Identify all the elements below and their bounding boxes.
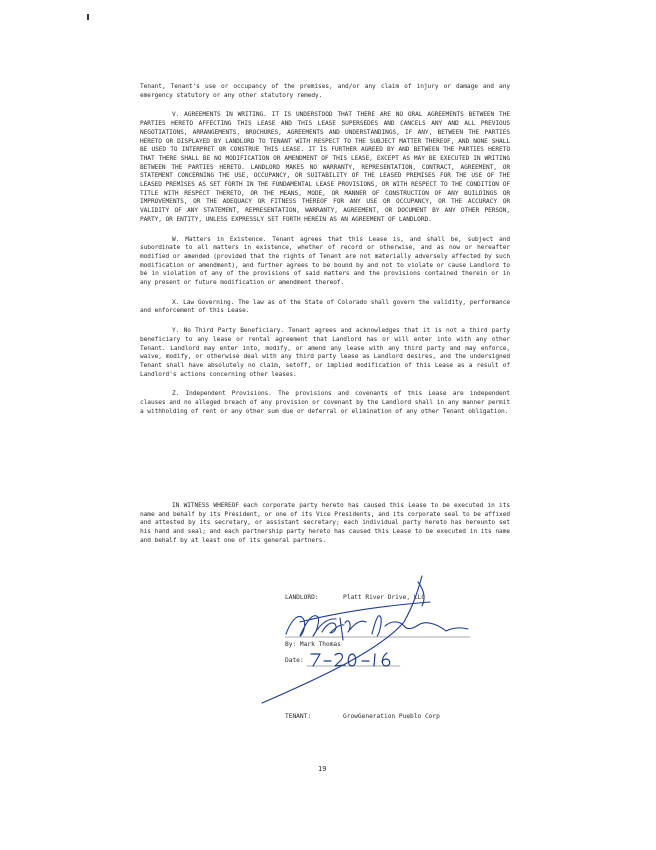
- paragraph-w-matters-in-existence: W. Matters in Existence. Tenant agrees that this Lease is, and shall be, subject and subordinate to all matters in existence, whether of record or otherwise, and as now or hereafter modified or amended (provided that the rights of Tenant are not materially adversely affected by such modification or amendment), and further agrees to be bound by and not to violate or cause Landlord to be in violation of any of the provisions of said matters and the provisions contained therein or in any present or future modification or amendment thereof.: [140, 235, 510, 287]
- landlord-name: Platt River Drive, LLC: [343, 594, 425, 601]
- landlord-date-label: Date:: [285, 657, 304, 664]
- paragraph-v-agreements-in-writing: V. AGREEMENTS IN WRITING. IT IS UNDERSTOOD THAT THERE ARE NO ORAL AGREEMENTS BETWEEN THE PARTIES HERETO AFFECTING THIS LEASE AND THIS LEASE SUPERSEDES AND CANCELS ANY AND ALL PREVIOUS NEGOTIATIONS, ARRANGEMENTS, BROCHURES, AGREEMENTS AND UNDERSTANDINGS, IF ANY, BETWEEN THE PARTIES HERETO OR DISPLAYED BY LANDLORD TO TENANT WITH RESPECT TO THE SUBJECT MATTER THEREOF, AND NONE SHALL BE USED TO INTERPRET OR CONSTRUE THIS LEASE. IT IS FURTHER AGREED BY AND BETWEEN THE PARTIES HERETO THAT THERE SHALL BE NO MODIFICATION OR AMENDMENT OF THIS LEASE, EXCEPT AS MAY BE EXECUTED IN WRITING BETWEEN THE PARTIES HERETO. LANDLORD MAKES NO WARRANTY, REPRESENTATION, CONTRACT, AGREEMENT, OR STATEMENT CONCERNING THE USE, OCCUPANCY, OR SUITABILITY OF THE LEASED PREMISES FOR THE USE OF THE LEASED PREMISES AS SET FORTH IN THE FUNDAMENTAL LEASE PROVISIONS, OR WITH RESPECT TO THE CONDITION OF TITLE WITH RESPECT THERETO, OR THE MEANS, MODE, OR MANNER OF CONSTRUCTION OF ANY BUILDINGS OR IMPROVEMENTS, OR THE ADEQUACY OR FITNESS THEREOF FOR ANY USE OR OCCUPANCY, OR THE ACCURACY OR VALIDITY OF ANY STATEMENT, REPRESENTATION, WARRANTY, AGREEMENT, OR DOCUMENT BY ANY OTHER PERSON, PARTY, OR ENTITY, UNLESS EXPRESSLY SET FORTH HEREIN AS AN AGREEMENT OF LANDLORD.: [140, 111, 510, 223]
- paragraph-z-independent-provisions: Z. Independent Provisions. The provisions and covenants of this Lease are independent clauses and no alleged breach of any provision or covenant by the Landlord shall in any manner permit a withholding of rent or any other sum due or deferral or elimination of any other Tenant obligation.: [140, 390, 510, 415]
- page-number: 19: [318, 765, 327, 773]
- paragraph-in-witness-whereof: IN WITNESS WHEREOF each corporate party hereto has caused this Lease to be executed in its name and behalf by its President, or one of its Vice Presidents, and its corporate seal to be affixed and attested by its secretary, or assistant secretary; each individual party hereto has hereunto set his hand and seal; and each partnership party hereto has caused this Lease to be executed in its name and behalf by at least one of its general partners.: [140, 502, 510, 544]
- paragraph-continuation: Tenant, Tenant's use or occupancy of the premises, and/or any claim of injury or damage and any emergency statutory or any other statutory remedy.: [140, 83, 510, 99]
- paragraph-y-no-third-party-beneficiary: Y. No Third Party Beneficiary. Tenant agrees and acknowledges that it is not a third party beneficiary to any lease or rental agreement that Landlord has or will enter into with any other Tenant. Landlord may enter into, modify, or amend any lease with any third party and may enforce, waive, modify, or otherwise deal with any third party lease as Landlord desires, and the undersigned Tenant shall have absolutely no claim, setoff, or implied modification of this Lease as a result of Landlord's actions concerning other leases.: [140, 327, 510, 378]
- tenant-label: TENANT:: [285, 713, 312, 720]
- landlord-label: LANDLORD:: [285, 594, 319, 601]
- landlord-signatory: By: Mark Thomas: [285, 641, 341, 648]
- paragraph-x-law-governing: X. Law Governing. The law as of the State of Colorado shall govern the validity, performance and enforcement of this Lease.: [140, 298, 510, 315]
- tenant-name: GrowGeneration Pueblo Corp: [343, 713, 440, 720]
